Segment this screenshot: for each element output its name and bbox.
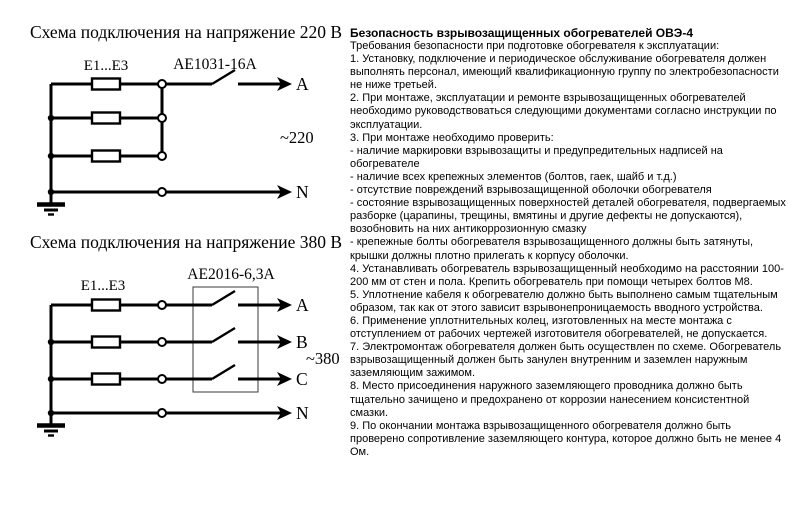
safety-title: Безопасность взрывозащищенных обогревателей ОВЭ-4: [350, 26, 693, 40]
neutral-label-220: N: [296, 182, 309, 202]
switch-contacts-380: [212, 291, 235, 379]
heater-elements-label-220: Е1...Е3: [83, 58, 129, 74]
safety-paragraph: 7. Электромонтаж обогревателя должен быть осуществлен по схеме. Обогреватель взрывозащищенный должен быть занулен внутренним и заземлен наружным заземляющим зажимом.: [350, 341, 782, 380]
safety-paragraph: - отсутствие повреждений взрывозащищенной оболочки обогревателя: [350, 184, 712, 197]
ground-icon-380: [37, 413, 65, 436]
diagram-220v-title: Схема подключения на напряжение 220 В: [29, 22, 343, 42]
voltage-label-220: ~220: [280, 128, 314, 147]
heater-element-resistors-220: [92, 79, 120, 162]
safety-paragraph: - крепежные болты обогревателя взрывозащищенного должны быть затянуты, крышки должны плотно прилегать к корпусу оболочки.: [350, 236, 754, 262]
safety-paragraph: 4. Устанавливать обогреватель взрывозащищенный необходимо на расстоянии 100-200 мм от стен и пола. Крепить обогреватель при помощи четырех болтов М8.: [350, 262, 784, 288]
wiring-diagram-380v: [0, 230, 345, 512]
diagram-380v-title: Схема подключения на напряжение 380 В: [29, 232, 343, 252]
phase-b-label-380: B: [296, 332, 308, 352]
safety-paragraph: 9. По окончании монтажа взрывозащищенного обогревателя должно быть проверено сопротивление заземляющего контура, которое должно быть не менее 4 Ом.: [350, 419, 782, 458]
safety-paragraph: 2. При монтаже, эксплуатации и ремонте взрывозащищенных обогревателей необходимо руководствоваться следующими документами согласно инструкции по эксплуатации.: [350, 92, 777, 131]
heater-element-resistors-380: [92, 300, 120, 385]
terminal-circles-380: [158, 301, 166, 417]
neutral-label-380: N: [296, 403, 309, 423]
circuit-wires-220: [51, 84, 281, 192]
phase-a-label-380: A: [296, 295, 309, 315]
voltage-label-380: ~380: [306, 349, 340, 368]
safety-paragraph: 1. Установку, подключение и периодическое обслуживание обогревателя должен выполнять персонал, имеющий квалификационную группу по электробезопасности не ниже третьей.: [350, 53, 779, 92]
safety-text-panel: [350, 26, 786, 459]
safety-paragraph: Требования безопасности при подготовке обогревателя к эксплуатации:: [350, 40, 720, 52]
wiring-diagram-220v: [0, 0, 345, 230]
safety-paragraph: 3. При монтаже необходимо проверить:: [350, 131, 554, 144]
safety-paragraph: 6. Применение уплотнительных колец, изготовленных на месте монтажа с отступлением от рабочих чертежей изготовителя обогревателей, не допускается.: [350, 314, 768, 341]
breaker-label-220: АЕ1031-16А: [173, 56, 257, 73]
heater-elements-label-380: Е1...Е3: [80, 278, 126, 294]
phase-a-label-220: A: [296, 74, 309, 94]
safety-paragraph: 8. Место присоединения наружного заземляющего проводника должно быть тщательно зачищено и предохранено от коррозии нанесением консистентной смазки.: [350, 380, 750, 419]
safety-paragraph: - наличие всех крепежных элементов (болтов, гаек, шайб и т.д.): [350, 170, 677, 183]
safety-paragraph: 5. Уплотнение кабеля к обогревателю должно быть выполнено самым тщательным образом, так как от этого зависит взрывонепроницаемость вводного устройства.: [350, 288, 778, 314]
phase-arrows-380: [277, 298, 292, 420]
circuit-wires-380: [51, 305, 281, 413]
safety-paragraph: - состояние взрывозащищенных поверхностей деталей обогревателя, подвергаемых разборке (царапины, трещины, вмятины и другие дефекты не допускаются), возобновить на них антикоррозионную смазку: [350, 197, 786, 236]
safety-paragraph: - наличие маркировки взрывозащиты и предупредительных надписей на обогревателе: [350, 144, 723, 170]
ground-icon-220: [37, 192, 65, 215]
breaker-label-380: АЕ2016-6,3А: [187, 266, 275, 283]
phase-c-label-380: C: [296, 369, 308, 389]
breaker-outline-box: [193, 287, 258, 392]
